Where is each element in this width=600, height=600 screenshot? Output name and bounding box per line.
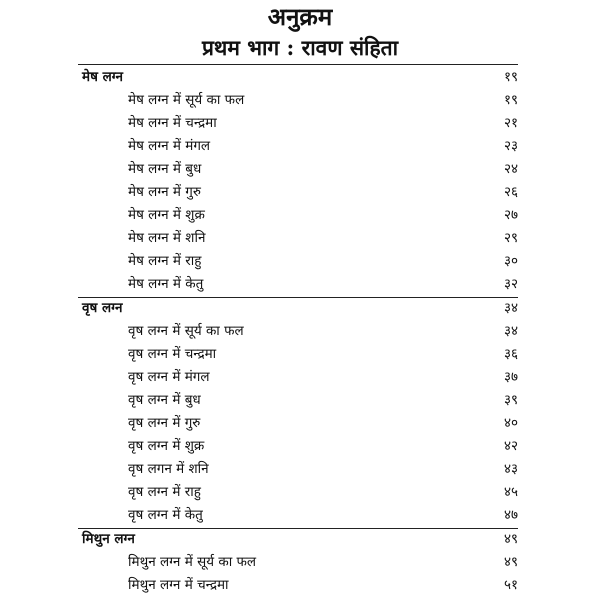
- entry-label: मेष लग्न में शुक्र: [128, 207, 205, 223]
- entry-page-number: ४९: [503, 554, 518, 570]
- entry-label: वृष लग्न में बुध: [128, 392, 201, 408]
- entry-label: मिथुन लग्न में सूर्य का फल: [128, 554, 257, 570]
- entry-page-number: २४: [503, 161, 518, 177]
- page-title: अनुक्रम: [267, 2, 333, 31]
- entry-page-number: ४५: [503, 484, 518, 500]
- entry-label: वृष लग्न में मंगल: [128, 369, 210, 385]
- toc-entry: [0, 135, 600, 158]
- entry-page-number: २९: [503, 230, 518, 246]
- section-page-number: १९: [503, 69, 518, 85]
- toc-entry: [0, 320, 600, 343]
- entry-page-number: २३: [503, 138, 518, 154]
- entry-label: मेष लग्न में सूर्य का फल: [128, 92, 245, 108]
- entry-page-number: ३४: [503, 323, 518, 339]
- entry-label: वृष लग्न में शुक्र: [128, 438, 205, 454]
- entry-page-number: ३६: [503, 346, 518, 362]
- toc-entry: [0, 481, 600, 504]
- toc-entry: [0, 389, 600, 412]
- entry-page-number: ४२: [503, 438, 518, 454]
- entry-label: वृष लगन में शनि: [128, 461, 209, 477]
- toc-entry: [0, 343, 600, 366]
- entry-page-number: २७: [503, 207, 518, 223]
- section-heading-row: [0, 66, 600, 89]
- section-page-number: ४९: [503, 531, 518, 547]
- entry-label: वृष लग्न में सूर्य का फल: [128, 323, 244, 339]
- toc-entry: [0, 574, 600, 597]
- entry-page-number: ३७: [503, 369, 518, 385]
- toc-entry: [0, 435, 600, 458]
- section-heading-row: [0, 528, 600, 551]
- entry-label: वृष लग्न में चन्द्रमा: [128, 346, 217, 362]
- entry-label: वृष लग्न में गुरु: [128, 415, 201, 431]
- toc-entry: [0, 204, 600, 227]
- entry-page-number: ४०: [503, 415, 518, 431]
- entry-label: मेष लग्न में बुध: [128, 161, 202, 177]
- section-heading-row: [0, 297, 600, 320]
- entry-label: मेष लग्न में गुरु: [128, 184, 201, 200]
- entry-label: मेष लग्न में राहु: [128, 253, 202, 269]
- entry-label: मेष लग्न में केतु: [128, 276, 204, 292]
- toc-entry: [0, 366, 600, 389]
- entry-page-number: ३९: [503, 392, 518, 408]
- entry-label: वृष लग्न में राहु: [128, 484, 201, 500]
- entry-label: मेष लग्न में शनि: [128, 230, 206, 246]
- toc-entry: [0, 551, 600, 574]
- entry-page-number: २६: [503, 184, 518, 200]
- toc-entry: [0, 181, 600, 204]
- section-heading: मेष लग्न: [82, 69, 124, 85]
- entry-page-number: १९: [503, 92, 518, 108]
- entry-label: मेष लग्न में मंगल: [128, 138, 211, 154]
- toc-entry: [0, 504, 600, 527]
- toc-entry: [0, 112, 600, 135]
- entry-label: मिथुन लग्न में चन्द्रमा: [128, 577, 229, 593]
- toc-entry: [0, 89, 600, 112]
- entry-label: मेष लग्न में चन्द्रमा: [128, 115, 217, 131]
- toc-entry: [0, 458, 600, 481]
- entry-page-number: ३२: [503, 276, 518, 292]
- entry-page-number: ४७: [503, 507, 518, 523]
- section-heading: वृष लग्न: [82, 300, 123, 316]
- entry-page-number: ३०: [503, 253, 518, 269]
- toc-entry: [0, 412, 600, 435]
- section-heading: मिथुन लग्न: [82, 531, 135, 547]
- header-divider: [78, 64, 518, 65]
- entry-label: वृष लग्न में केतु: [128, 507, 203, 523]
- part-subtitle: प्रथम भाग : रावण संहिता: [201, 35, 399, 60]
- toc-entry: [0, 227, 600, 250]
- entry-page-number: ४३: [503, 461, 518, 477]
- section-page-number: ३४: [503, 300, 518, 316]
- toc-entry: [0, 250, 600, 273]
- entry-page-number: ५१: [503, 577, 518, 593]
- toc-entry: [0, 273, 600, 296]
- toc-entry: [0, 158, 600, 181]
- entry-page-number: २१: [503, 115, 518, 131]
